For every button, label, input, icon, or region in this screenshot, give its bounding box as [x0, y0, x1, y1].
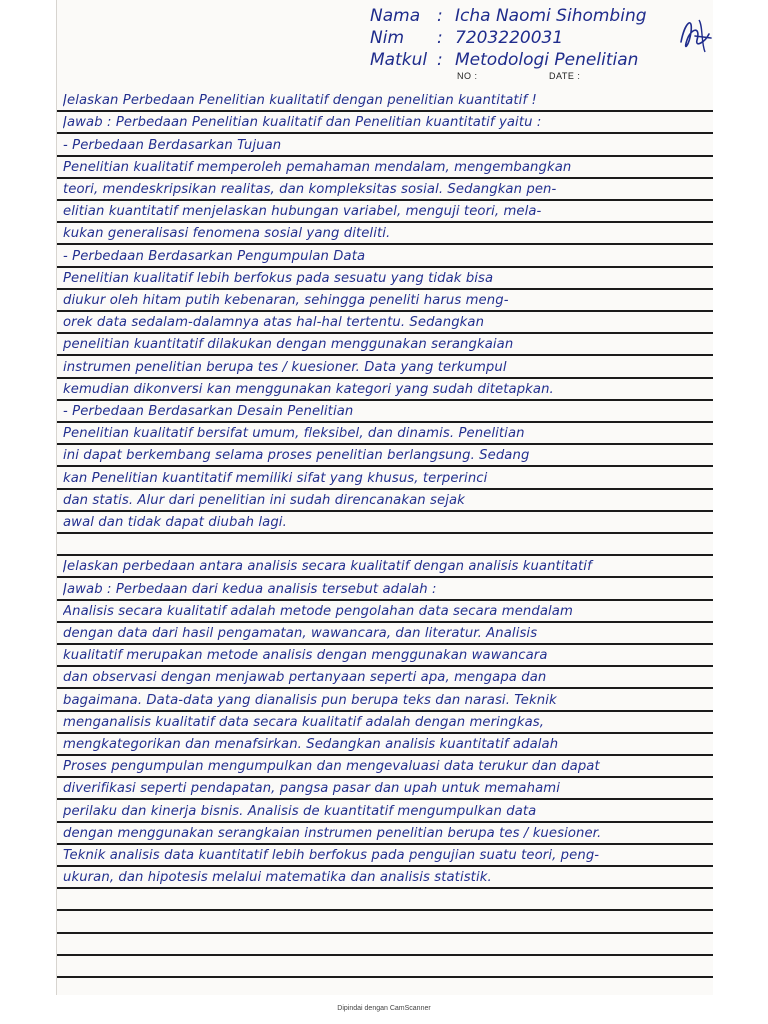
ruled-line: [57, 490, 713, 512]
handwritten-text: Proses pengumpulan mengumpulkan dan mengevaluasi data terukur dan dapat: [63, 759, 600, 775]
handwritten-text: dengan data dari hasil pengamatan, wawancara, dan literatur. Analisis: [63, 625, 538, 641]
ruled-line: [57, 201, 713, 223]
nim-label: Nim: [370, 28, 404, 48]
handwritten-text: kan Penelitian kuantitatif memiliki sifat yang khusus, terperinci: [63, 470, 488, 486]
handwritten-text: Teknik analisis data kuantitatif lebih berfokus pada pengujian suatu teori, peng-: [63, 847, 600, 863]
ruled-line: [57, 667, 713, 689]
ruled-line: [57, 334, 713, 356]
ruled-line: [57, 889, 713, 911]
handwritten-text: Penelitian kualitatif bersifat umum, fleksibel, dan dinamis. Penelitian: [63, 426, 525, 442]
ruled-line: [57, 379, 713, 401]
ruled-line: [57, 756, 713, 778]
ruled-line: [57, 956, 713, 978]
ruled-line: [57, 800, 713, 822]
ruled-line: [57, 734, 713, 756]
handwritten-text: Penelitian kualitatif memperoleh pemahaman mendalam, mengembangkan: [63, 159, 572, 175]
handwritten-text: elitian kuantitatif menjelaskan hubungan variabel, menguji teori, mela-: [63, 204, 542, 220]
ruled-line: [57, 512, 713, 534]
handwritten-text: kemudian dikonversi kan menggunakan kategori yang sudah ditetapkan.: [63, 381, 554, 397]
handwritten-text: - Perbedaan Berdasarkan Pengumpulan Data: [63, 248, 366, 264]
nim-value: 7203220031: [455, 28, 564, 48]
ruled-line: [57, 578, 713, 600]
ruled-line: [57, 556, 713, 578]
handwritten-text: penelitian kuantitatif dilakukan dengan menggunakan serangkaian: [63, 337, 514, 353]
ruled-line: [57, 845, 713, 867]
handwritten-text: ini dapat berkembang selama proses penelitian berlangsung. Sedang: [63, 448, 530, 464]
ruled-line: [57, 312, 713, 334]
scanner-footer: Dipindai dengan CamScanner: [337, 1005, 431, 1012]
handwritten-text: ukuran, dan hipotesis melalui matematika dan analisis statistik.: [63, 870, 492, 886]
ruled-lines: [57, 90, 713, 980]
handwritten-text: perilaku dan kinerja bisnis. Analisis de kuantitatif mengumpulkan data: [63, 803, 537, 819]
ruled-line: [57, 689, 713, 711]
course-value: Metodologi Penelitian: [455, 50, 639, 70]
notebook-page: [56, 0, 713, 995]
ruled-line: [57, 179, 713, 201]
handwritten-text: mengkategorikan dan menafsirkan. Sedangkan analisis kuantitatif adalah: [63, 736, 559, 752]
ruled-line: [57, 157, 713, 179]
handwritten-text: menganalisis kualitatif data secara kualitatif adalah dengan meringkas,: [63, 714, 545, 730]
nim-colon: :: [437, 28, 443, 48]
handwritten-text: Jawab : Perbedaan dari kedua analisis tersebut adalah :: [63, 581, 437, 597]
ruled-line: [57, 623, 713, 645]
ruled-line: [57, 867, 713, 889]
ruled-line: [57, 467, 713, 489]
ruled-line: [57, 778, 713, 800]
course-colon: :: [437, 50, 443, 70]
no-label: NO :: [457, 71, 478, 81]
ruled-line: [57, 401, 713, 423]
handwritten-text: diukur oleh hitam putih kebenaran, sehingga peneliti harus meng-: [63, 292, 509, 308]
handwritten-text: diverifikasi seperti pendapatan, pangsa pasar dan upah untuk memahami: [63, 781, 560, 797]
ruled-line: [57, 356, 713, 378]
signature-icon: [675, 12, 715, 60]
ruled-line: [57, 534, 713, 556]
handwritten-text: Jelaskan perbedaan antara analisis secara kualitatif dengan analisis kuantitatif: [63, 559, 592, 575]
ruled-line: [57, 712, 713, 734]
page-header: [57, 0, 713, 95]
name-colon: :: [437, 6, 443, 26]
ruled-line: [57, 911, 713, 933]
ruled-line: [57, 112, 713, 134]
ruled-line: [57, 290, 713, 312]
ruled-line: [57, 134, 713, 156]
handwritten-text: kukan generalisasi fenomena sosial yang diteliti.: [63, 226, 391, 242]
ruled-line: [57, 423, 713, 445]
ruled-line: [57, 445, 713, 467]
handwritten-text: Jelaskan Perbedaan Penelitian kualitatif dengan penelitian kuantitatif !: [63, 93, 537, 109]
date-label: DATE :: [549, 71, 581, 81]
ruled-line: [57, 645, 713, 667]
handwritten-text: Analisis secara kualitatif adalah metode pengolahan data secara mendalam: [63, 603, 573, 619]
handwritten-text: - Perbedaan Berdasarkan Tujuan: [63, 137, 282, 153]
ruled-line: [57, 90, 713, 112]
handwritten-text: dengan menggunakan serangkaian instrumen penelitian berupa tes / kuesioner.: [63, 825, 602, 841]
handwritten-text: - Perbedaan Berdasarkan Desain Penelitian: [63, 403, 354, 419]
course-label: Matkul: [370, 50, 428, 70]
ruled-line: [57, 245, 713, 267]
handwritten-text: orek data sedalam-dalamnya atas hal-hal tertentu. Sedangkan: [63, 315, 485, 331]
ruled-line: [57, 823, 713, 845]
handwritten-text: Jawab : Perbedaan Penelitian kualitatif dan Penelitian kuantitatif yaitu :: [63, 115, 542, 131]
handwritten-text: dan statis. Alur dari penelitian ini sudah direncanakan sejak: [63, 492, 465, 508]
ruled-line: [57, 223, 713, 245]
name-label: Nama: [370, 6, 421, 26]
handwritten-text: instrumen penelitian berupa tes / kuesioner. Data yang terkumpul: [63, 359, 507, 375]
handwritten-text: teori, mendeskripsikan realitas, dan kompleksitas sosial. Sedangkan pen-: [63, 181, 557, 197]
ruled-line: [57, 268, 713, 290]
handwritten-text: bagaimana. Data-data yang dianalisis pun berupa teks dan narasi. Teknik: [63, 692, 557, 708]
name-value: Icha Naomi Sihombing: [455, 6, 647, 26]
handwritten-text: kualitatif merupakan metode analisis dengan menggunakan wawancara: [63, 648, 548, 664]
handwritten-text: Penelitian kualitatif lebih berfokus pada sesuatu yang tidak bisa: [63, 270, 494, 286]
handwritten-text: dan observasi dengan menjawab pertanyaan seperti apa, mengapa dan: [63, 670, 547, 686]
handwritten-text: awal dan tidak dapat diubah lagi.: [63, 514, 287, 530]
ruled-line: [57, 934, 713, 956]
ruled-line: [57, 601, 713, 623]
